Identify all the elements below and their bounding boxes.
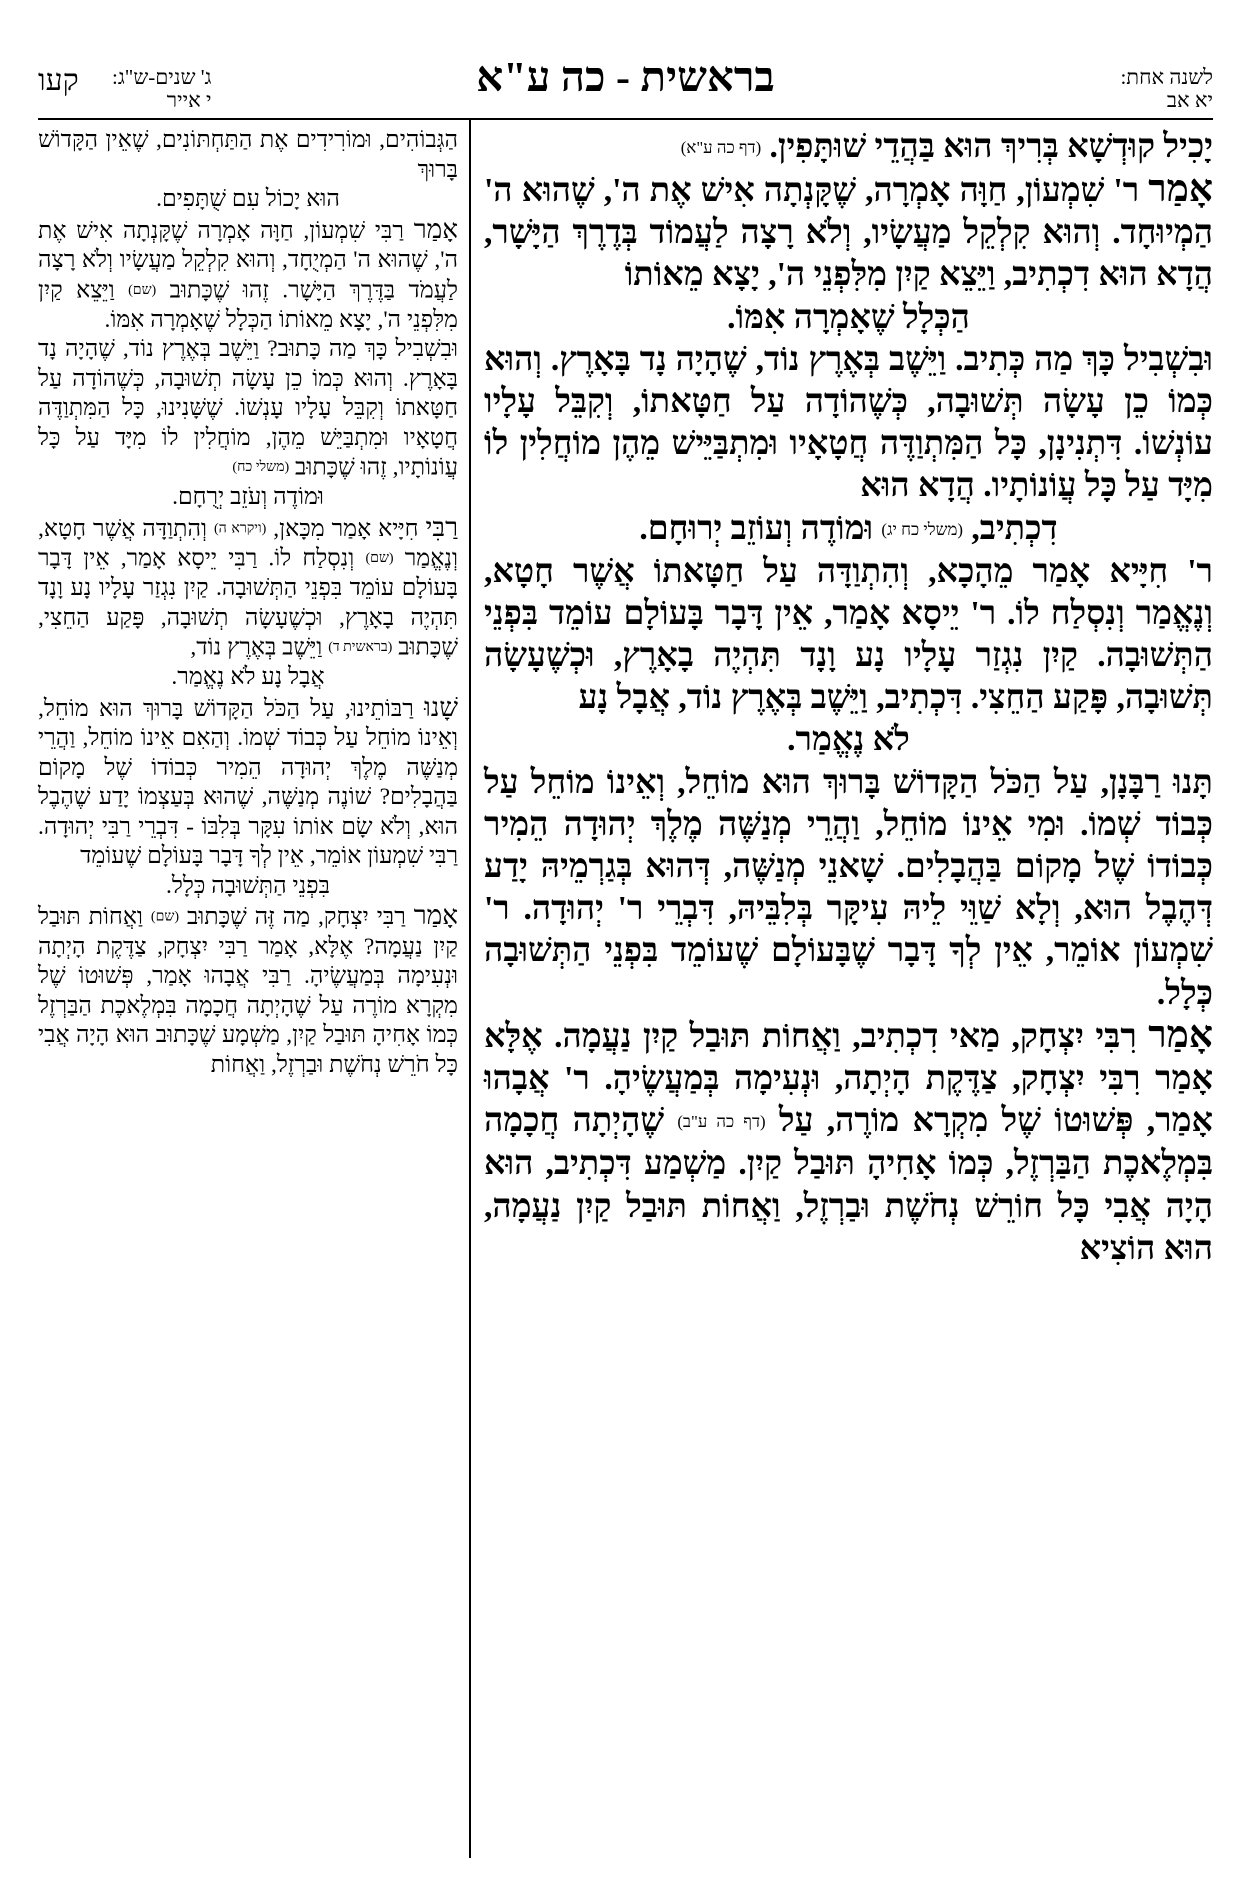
centered-line: בִּפְנֵי הַתְּשׁוּבָה כְּלָל.	[166, 872, 330, 899]
verse-reference: (ויקרא ה)	[213, 520, 267, 537]
main-paragraph	[484, 1015, 1213, 1270]
daily-reading-date: יא אב	[1166, 88, 1213, 112]
verse-reference: (שם)	[128, 281, 157, 298]
main-paragraph	[484, 762, 1213, 1015]
cycle-reading-label: ג' שנים-ש"ג:	[112, 65, 212, 89]
side-paragraph	[38, 901, 458, 1080]
opening-word: שָׁנוּ	[424, 692, 459, 722]
side-paragraph	[38, 335, 458, 513]
opening-word: רַבִּי	[425, 512, 458, 542]
main-paragraph	[484, 339, 1213, 551]
main-text: ר' שִׁמְעוֹן, חַוָּה אָמְרָה, שֶׁקָּנְתָה אִישׁ אֶת ה', שֶׁהוּא ה' הַמְיוּחָד. וְהוּא קִלְקֵל מַעֲשָׂיו, וְלֹא רָצָה לַעֲמוֹד בְּדֶרֶךְ הַיָּשָׁר, הֲדָא הוּא דִכְתִיב, וַיֵּצֵא קַיִן מִלִּפְנֵי ה', יָצָא מֵאוֹתוֹ	[484, 172, 1213, 294]
side-paragraph	[38, 126, 458, 215]
main-text: דִכְתִיב,	[971, 509, 1058, 547]
verse-reference: (שם)	[150, 908, 180, 925]
verse-reference: (משלי כח)	[232, 459, 290, 476]
verse-reference: (בראשית ד)	[328, 639, 393, 656]
centered-line: אֲבָל נָע לֹא נֶאֱמַר.	[171, 664, 325, 691]
side-paragraph	[38, 693, 458, 902]
main-text: רִבִּי יִצְחָק, מַאי דִכְתִיב, וַאֲחוֹת תּוּבַל קַיִן נַעֲמָה. אֶלָּא אָמַר רִבִּי יִצְחָק, צַדֶּקֶת הָיְתָה, וּנְעִימָה בְּמַעֲשֶׂיהָ. ר' אֲבָהוּ אָמַר, פְּשׁוּטוֹ שֶׁל מִקְרָא מוֹרֶה, עַל	[484, 1017, 1213, 1140]
side-text: וְנִסְלַח לוֹ. רַבִּי יֵיסָא אָמַר, אֵין דָּבָר בָּעוֹלָם עוֹמֵד בִּפְנֵי הַתְּשׁוּבָה. קַיִן נִגְזַר עָלָיו נָע וָנָד תִּהְיֶה בָאָרֶץ, וּכְשֶׁעָשָׂה תְשׁוּבָה, פָּקַע הַחֵצִי, שֶׁכָּתוּב	[38, 545, 458, 661]
opening-word: אָמַר	[1148, 169, 1213, 211]
side-text: רַבִּי שִׁמְעוֹן, חַוָּה אָמְרָה שֶׁקָּנְתָה אִישׁ אֶת ה', שֶׁהוּא ה' הַמְיֻחָד, וְהוּא קִלְקֵל מַעֲשָׂיו וְלֹא רָצָה לַעֲמֹד בַּדֶּרֶךְ הַיָּשָׁר. זֶהוּ שֶׁכָּתוּב	[38, 217, 459, 304]
opening-word: אָמַר	[413, 214, 458, 244]
centered-line: הַכְּלָל שֶׁאָמְרָה אִמּוֹ.	[727, 298, 970, 336]
header-divider	[38, 118, 1213, 120]
page-reference: (דף כה ע"א)	[680, 137, 762, 157]
side-text: וַאֲחוֹת תּוּבַל קַיִן נַעֲמָה? אֶלָּא, אָמַר רַבִּי יִצְחָק, צַדֶּקֶת הָיְתָה וּנְעִימָה בְּמַעֲשֶׂיהָ. רַבִּי אֲבָהוּ אָמַר, פְּשׁוּטוֹ שֶׁל מִקְרָא מוֹרֶה עַל שֶׁהָיְתָה חֲכָמָה בִּמְלֶאכֶת הַבַּרְזֶל כְּמוֹ אָחִיהָ תּוּבַל קַיִן, מַשְׁמָע שֶׁכָּתוּב הוּא הָיָה אֲבִי כָּל חֹרֵשׁ נְחֹשֶׁת וּבַרְזֶל, וַאֲחוֹת	[38, 904, 458, 1078]
page-number: קעו	[38, 64, 79, 97]
opening-word: אָמַר	[1148, 1014, 1213, 1056]
page-title: בראשית - כה ע"א	[476, 55, 775, 101]
cycle-reading-date: י אייר	[166, 88, 212, 112]
centered-line	[484, 508, 1213, 551]
side-text: וּבִשְׁבִיל כָּךְ מַה כָּתוּב? וַיֵּשֶׁב בְּאֶרֶץ נוֹד, שֶׁהָיָה נָד בָּאָרֶץ. וְהוּא כְּמוֹ כֵן עָשָׂה תְשׁוּבָה, כְּשֶׁהוֹדָה עַל חַטָּאתוֹ וְקִבֵּל עָלָיו עָנְשׁוֹ. שֶׁשָּׁנִינוּ, כָּל הַמִּתְוַדֶּה חֲטָאָיו וּמִתְבַּיֵּשׁ מֵהֶן, מוֹחֲלִין לוֹ מִיָּד עַל כָּל עֲוֹנוֹתָיו, זֶהוּ שֶׁכָּתוּב	[38, 336, 458, 481]
main-paragraph	[484, 551, 1213, 762]
verse-reference: (שם)	[365, 550, 394, 567]
side-text: וַיֵּצֵא קַיִן מִלִּפְנֵי ה', יָצָא מֵאוֹתוֹ הַכְּלָל שֶׁאָמְרָה אִמּוֹ.	[38, 277, 458, 333]
page-header	[38, 52, 1213, 116]
translation-column	[38, 126, 458, 1080]
side-text: וַיֵּשֶׁב בְּאֶרֶץ נוֹד,	[190, 634, 323, 661]
opening-word: אָמַר	[413, 901, 459, 931]
side-text: חִיָּיא אָמַר מִכָּאן,	[273, 515, 419, 542]
main-column	[484, 126, 1213, 1270]
main-paragraph	[484, 126, 1213, 169]
side-paragraph	[38, 215, 458, 336]
main-text: ר' חִיָּיא אָמַר מֵהָכָא, וְהִתְוַדָּה עַל חַטָּאתוֹ אֲשֶׁר חָטָא, וְנֶאֱמַר וְנִסְלַח לוֹ. ר' יֵיסָא אָמַר, אֵין דָּבָר בָּעוֹלָם עוֹמֵד בִּפְנֵי הַתְּשׁוּבָה. קַיִן נִגְזַר עָלָיו נָע וָנָד תִּהְיֶה בָאָרֶץ, וּכְשֶׁעָשָׂה תְּשׁוּבָה, פָּקַע הַחֵצִי. דִּכְתִיב, וַיֵּשֶׁב בְּאֶרֶץ נוֹד, אֲבָל נָע	[484, 552, 1213, 717]
main-text: שֶׁהָיְתָה חֲכָמָה בִּמְלֶאכֶת הַבַּרְזֶל, כְּמוֹ אָחִיהָ תּוּבַל קַיִן. מַשְׁמַע דִּכְתִיב, הוּא הָיָה אֲבִי כָּל חוֹרֵשׁ נְחֹשֶׁת וּבַרְזֶל, וַאֲחוֹת תּוּבַל קַיִן נַעֲמָה, הוּא הוֹצִיא	[484, 1102, 1213, 1267]
cycle-reading	[112, 66, 211, 112]
centered-line: הוּא יָכוֹל עִם שֻׁתָּפִים.	[156, 186, 340, 212]
main-text: וּמוֹדֶה וְעוֹזֵב יְרוּחָם.	[639, 509, 874, 547]
centered-line: וּמוֹדֶה וְעֹזֵב יְרֻחָם.	[172, 484, 324, 511]
side-text: הַגְּבוֹהִים, וּמוֹרִידִים אֶת הַתַּחְתּוֹנִים, שֶׁאֵין הַקָּדוֹשׁ בָּרוּךְ	[38, 127, 458, 183]
side-text: וְהִתְוַדָּה אֲשֶׁר חָטָא, וְנֶאֱמַר	[38, 515, 458, 572]
main-text: וּבִשְׁבִיל כָּךְ מַה כְּתִיב. וַיֵּשֶׁב בְּאֶרֶץ נוֹד, שֶׁהָיָה נָד בָּאָרֶץ. וְהוּא כְּמוֹ כֵן עָשָׂה תְּשׁוּבָה, כְּשֶׁהוֹדָה עַל חַטָּאתוֹ, וְקִבֵּל עָלָיו עוֹנְשׁוֹ. דִּתְנִינָן, כָּל הַמִּתְוַדֶּה חֲטָאָיו וּמִתְבַּיֵּישׁ מֵהֶן מוֹחֲלִין לוֹ מִיָּד עַל כָּל עֲוֹנוֹתָיו. הֲדָא הוּא	[484, 340, 1213, 505]
main-text: יָכִיל קוּדְשָׁא בְּרִיךְ הוּא בַּהֲדֵי שׁוּתָּפִין.	[769, 128, 1213, 165]
main-paragraph	[484, 169, 1213, 339]
column-divider	[469, 118, 471, 1858]
centered-line: לֹא נֶאֱמַר.	[787, 721, 910, 759]
page-reference: (דף כה ע"ב)	[677, 1112, 766, 1132]
main-text: תָּנוּ רַבָּנָן, עַל הַכֹּל הַקָּדוֹשׁ בָּרוּךְ הוּא מוֹחֵל, וְאֵינוֹ מוֹחֵל עַל כְּבוֹד שְׁמוֹ. וּמִי אֵינוֹ מוֹחֵל, וַהֲרֵי מְנַשֶּׁה מֶלֶךְ יְהוּדָה הֵמִיר כְּבוֹדוֹ שֶׁל מָקוֹם בַּהֲבָלִים. שָׁאנֵי מְנַשֶּׁה, דְּהוּא בְּגַרְמֵיהּ יָדַע דְּהֶבֶל הוּא, וְלָא שַׁוֵּי לֵיהּ עִיקָּר בְּלִבֵּיהּ, דִּבְרֵי ר' יְהוּדָה. ר' שִׁמְעוֹן אוֹמֵר, אֵין לְךָ דָּבָר שֶׁבָּעוֹלָם שֶׁעוֹמֵד בִּפְנֵי הַתְּשׁוּבָה כְּלָל.	[484, 763, 1213, 1012]
verse-reference: (משלי כח יג)	[881, 519, 963, 539]
side-text: רַבּוֹתֵינוּ, עַל הַכֹּל הַקָּדוֹשׁ בָּרוּךְ הוּא מוֹחֵל, וְאֵינוֹ מוֹחֵל עַל כְּבוֹד שְׁמוֹ. וְהַאִם אֵינוֹ מוֹחֵל, וַהֲרֵי מְנַשֶּׁה מֶלֶךְ יְהוּדָה הֵמִיר כְּבוֹדוֹ שֶׁל מָקוֹם בַּהֲבָלִים? שׁוֹנֶה מְנַשֶּׁה, שֶׁהוּא בְּעַצְמוֹ יָדַע שֶׁהֶבֶל הוּא, וְלֹא שָׂם אוֹתוֹ עִקָּר בְּלִבּוֹ - דִּבְרֵי רַבִּי יְהוּדָה. רַבִּי שִׁמְעוֹן אוֹמֵר, אֵין לְךָ דָּבָר בָּעוֹלָם שֶׁעוֹמֵד	[38, 695, 458, 870]
daily-reading-label: לשנה אחת:	[1120, 65, 1213, 89]
side-text: רַבִּי יִצְחָק, מַה זֶּה שֶׁכָּתוּב	[186, 904, 406, 931]
side-paragraph	[38, 513, 458, 693]
